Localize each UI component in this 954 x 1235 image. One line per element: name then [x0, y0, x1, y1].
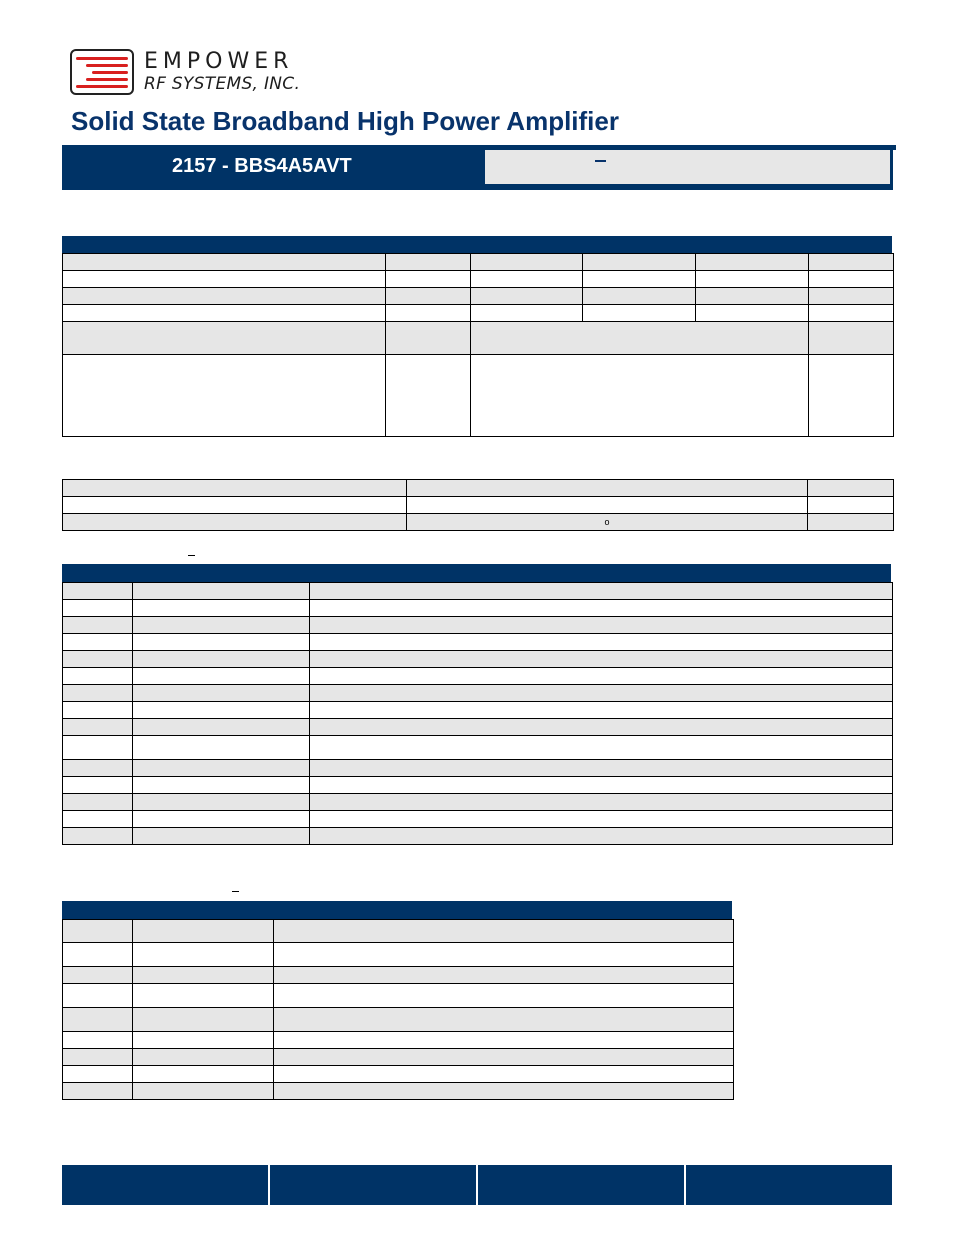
table-row: [63, 322, 894, 355]
logo-subtitle: RF SYSTEMS, INC.: [144, 74, 301, 94]
table-row: [63, 811, 893, 828]
interface-table-header: [62, 901, 732, 919]
table-row: [63, 355, 894, 437]
table-row: [63, 1049, 734, 1066]
empower-logo-icon: [70, 49, 134, 95]
table-row: [63, 736, 893, 760]
section-heading-dash: [232, 891, 239, 892]
interface-table: [62, 919, 734, 1100]
model-description-panel: [485, 150, 890, 184]
table-row: [63, 600, 893, 617]
table-row: [63, 480, 894, 497]
table-row: [63, 984, 734, 1008]
table-row: [63, 794, 893, 811]
table-row: [63, 943, 734, 967]
table-row: [63, 828, 893, 845]
footer-bar: [62, 1165, 892, 1205]
table-row: [63, 617, 893, 634]
table-row: [63, 702, 893, 719]
footer-cell: [62, 1165, 270, 1205]
table-row: [63, 967, 734, 984]
table-row: [63, 920, 734, 943]
footer-cell: [686, 1165, 892, 1205]
model-dash: [595, 160, 606, 162]
table-row: [63, 1008, 734, 1032]
table-row: [63, 305, 894, 322]
connector-table: [62, 582, 893, 845]
environmental-table: [62, 479, 894, 531]
table-row: [63, 685, 893, 702]
table-row: [63, 288, 894, 305]
table-row: [63, 254, 894, 271]
table-row: [63, 497, 894, 514]
connector-table-header: [62, 564, 891, 582]
specifications-header: [62, 236, 892, 253]
footer-cell: [478, 1165, 686, 1205]
table-row: [63, 651, 893, 668]
model-number: 2157 - BBS4A5AVT: [172, 155, 352, 177]
table-row: [63, 1066, 734, 1083]
footer-cell: [270, 1165, 478, 1205]
section-heading-dash: [188, 555, 195, 556]
table-row: [63, 634, 893, 651]
table-row: [63, 1032, 734, 1049]
table-row: [63, 583, 893, 600]
table-row: [63, 1083, 734, 1100]
table-row: [63, 719, 893, 736]
page-title: Solid State Broadband High Power Amplifier: [71, 106, 619, 136]
logo-name: EMPOWER: [144, 49, 294, 74]
table-row: [63, 514, 894, 531]
model-bar: [62, 145, 893, 190]
table-row: [63, 777, 893, 794]
table-row: [63, 271, 894, 288]
table-row: [63, 668, 893, 685]
degree-symbol: o: [604, 517, 610, 527]
company-logo: [70, 47, 340, 99]
table-row: [63, 760, 893, 777]
